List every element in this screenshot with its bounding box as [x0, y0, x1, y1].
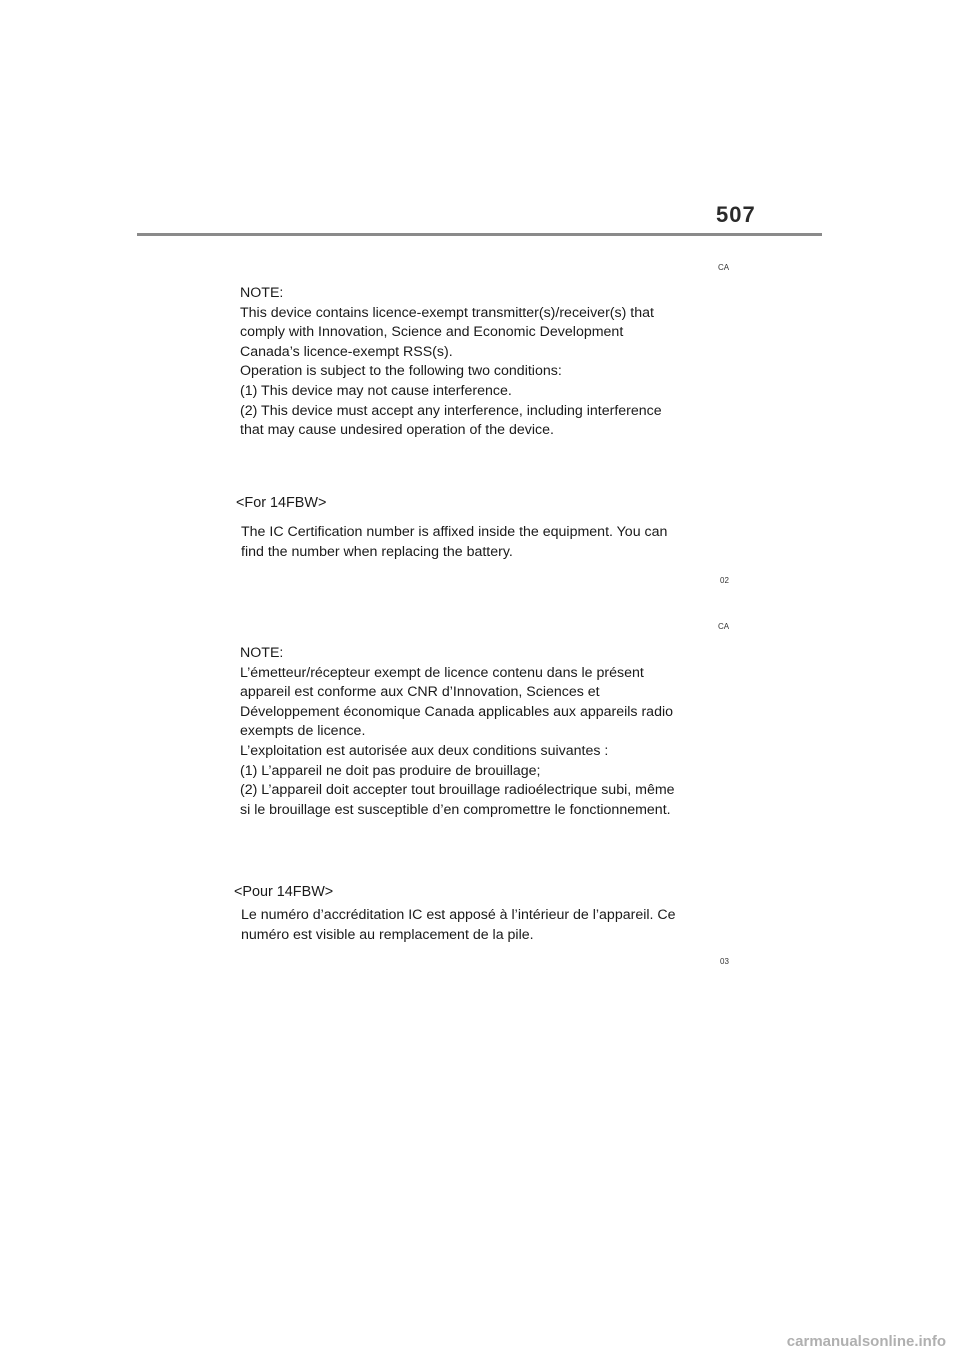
- paragraph-line: find the number when replacing the battery.: [241, 543, 513, 560]
- page-number: 507: [716, 202, 756, 227]
- section-tag-ca: CA: [718, 263, 730, 272]
- note-line: Operation is subject to the following two conditions:: [240, 363, 562, 380]
- note-line: comply with Innovation, Science and Economic Development: [240, 324, 624, 341]
- section-tag-ca: CA: [718, 622, 730, 631]
- paragraph-line: Le numéro d’accréditation IC est apposé à l’intérieur de l’appareil. Ce: [241, 907, 676, 923]
- note-line: L’émetteur/récepteur exempt de licence contenu dans le présent: [240, 664, 644, 681]
- french-note: [240, 644, 675, 820]
- note-line: exempts de licence.: [240, 723, 366, 740]
- note-line: This device contains licence-exempt transmitter(s)/receiver(s) that: [240, 304, 654, 321]
- english-note: [240, 284, 662, 441]
- note-line: (1) This device may not cause interference.: [240, 382, 512, 399]
- note-line: appareil est conforme aux CNR d’Innovation, Sciences et: [240, 684, 600, 701]
- note-line: si le brouillage est susceptible d’en compromettre le fonctionnement.: [240, 801, 671, 818]
- note-line: (2) L’appareil doit accepter tout brouillage radioélectrique subi, même: [240, 782, 675, 799]
- note-line: NOTE:: [240, 285, 284, 301]
- ic-number-text: [241, 523, 667, 562]
- ic-number-text-fr: [241, 906, 676, 945]
- section-end-tag: 02: [720, 576, 729, 585]
- note-line: NOTE:: [240, 645, 284, 661]
- note-line: (1) L’appareil ne doit pas produire de brouillage;: [240, 762, 541, 779]
- paragraph-line: The IC Certification number is affixed inside the equipment. You can: [241, 524, 668, 540]
- note-line: (2) This device must accept any interference, including interference: [240, 402, 662, 419]
- model-heading: <Pour 14FBW>: [234, 884, 334, 900]
- section-end-tag: 03: [720, 957, 729, 966]
- note-line: Canada’s licence-exempt RSS(s).: [240, 343, 453, 360]
- note-line: L’exploitation est autorisée aux deux conditions suivantes :: [240, 742, 609, 759]
- model-heading: <For 14FBW>: [236, 495, 327, 511]
- paragraph-line: numéro est visible au remplacement de la pile.: [241, 926, 534, 943]
- note-line: that may cause undesired operation of the device.: [240, 422, 554, 439]
- note-line: Développement économique Canada applicables aux appareils radio: [240, 703, 674, 720]
- watermark: carmanualsonline.info: [786, 1333, 946, 1350]
- header-rule: [137, 233, 822, 236]
